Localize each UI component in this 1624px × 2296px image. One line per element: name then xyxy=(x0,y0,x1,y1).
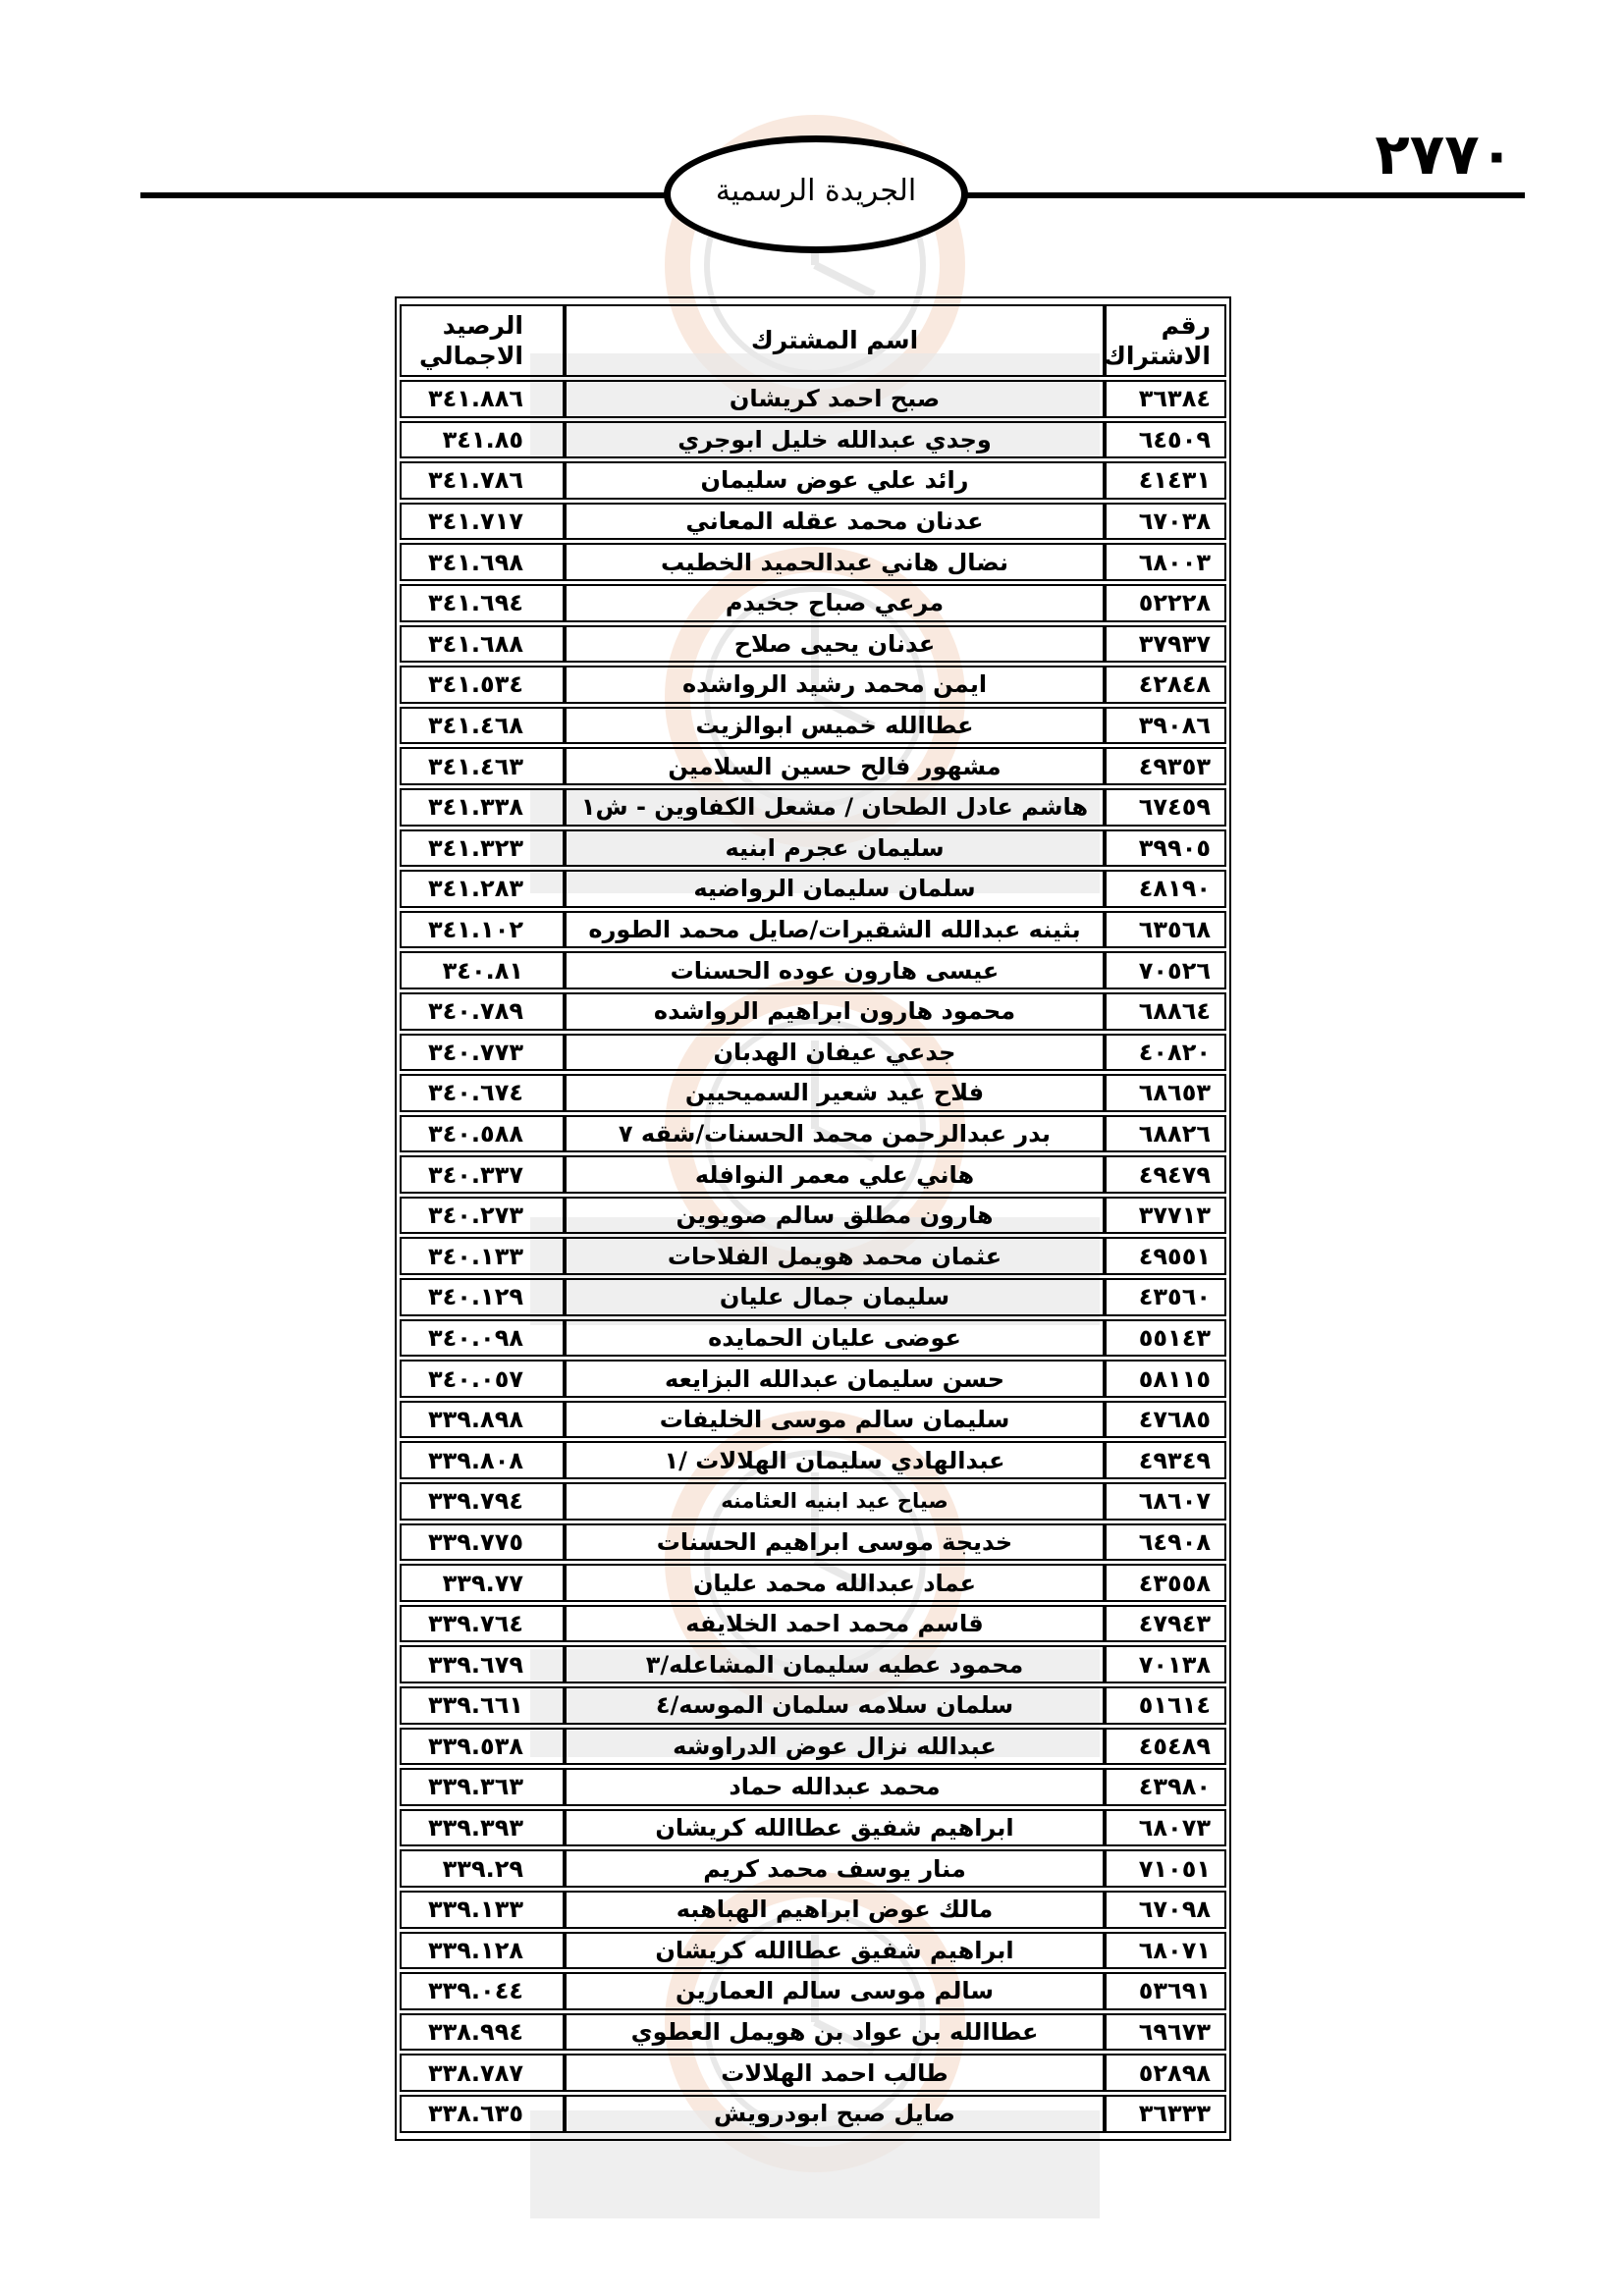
cell-subscriber-name: سالم موسى سالم العمارين xyxy=(565,1972,1105,2010)
cell-subscriber-name: عماد عبدالله محمد عليان xyxy=(565,1564,1105,1602)
table-row xyxy=(400,1401,1226,1439)
cell-total-balance: ٣٤٠.١٣٣ xyxy=(400,1237,565,1275)
table-row xyxy=(400,1564,1226,1602)
table-row xyxy=(400,421,1226,459)
cell-total-balance: ٣٣٩.٧٦٤ xyxy=(400,1605,565,1643)
cell-subscription-number: ٦٤٥٠٩ xyxy=(1105,421,1226,459)
header-total-balance: الرصيد الاجمالي xyxy=(400,304,565,377)
table-row xyxy=(400,2013,1226,2052)
cell-subscription-number: ٤٣٥٦٠ xyxy=(1105,1278,1226,1316)
cell-total-balance: ٣٤١.٨٨٦ xyxy=(400,380,565,418)
cell-total-balance: ٣٣٩.٨٠٨ xyxy=(400,1441,565,1479)
cell-subscriber-name: عيسى هارون عوده الحسنات xyxy=(565,951,1105,989)
cell-total-balance: ٣٤١.٥٣٤ xyxy=(400,666,565,704)
cell-subscriber-name: منار يوسف محمد كريم xyxy=(565,1849,1105,1888)
cell-subscription-number: ٤٧٩٤٣ xyxy=(1105,1605,1226,1643)
table-row xyxy=(400,1237,1226,1275)
table-row xyxy=(400,625,1226,664)
cell-subscription-number: ٦٩٦٧٣ xyxy=(1105,2013,1226,2052)
table-row xyxy=(400,788,1226,827)
cell-subscription-number: ٤٨١٩٠ xyxy=(1105,870,1226,908)
cell-subscriber-name: خديجة موسى ابراهيم الحسنات xyxy=(565,1523,1105,1562)
cell-subscriber-name: جدعي عيفان الهدبان xyxy=(565,1034,1105,1072)
cell-subscription-number: ٤٩٣٤٩ xyxy=(1105,1441,1226,1479)
cell-total-balance: ٣٣٨.٦٣٥ xyxy=(400,2095,565,2133)
cell-subscriber-name: فلاح عيد شعير السميحيين xyxy=(565,1074,1105,1112)
table-row xyxy=(400,1482,1226,1521)
cell-subscription-number: ٣٦٣٨٤ xyxy=(1105,380,1226,418)
cell-subscription-number: ٥٨١١٥ xyxy=(1105,1360,1226,1398)
cell-total-balance: ٣٤٠.٢٧٣ xyxy=(400,1197,565,1235)
table-row xyxy=(400,1891,1226,1929)
cell-subscription-number: ٦٣٥٦٨ xyxy=(1105,911,1226,949)
cell-subscriber-name: قاسم محمد احمد الخلايفه xyxy=(565,1605,1105,1643)
cell-subscription-number: ٦٧٠٩٨ xyxy=(1105,1891,1226,1929)
cell-subscription-number: ٤٣٩٨٠ xyxy=(1105,1768,1226,1806)
cell-total-balance: ٣٤٠.٨١ xyxy=(400,951,565,989)
cell-subscription-number: ٦٧٤٥٩ xyxy=(1105,788,1226,827)
cell-subscriber-name: ايمن محمد رشيد الرواشده xyxy=(565,666,1105,704)
cell-subscription-number: ٦٨٨٦٤ xyxy=(1105,992,1226,1031)
cell-subscriber-name: سليمان سالم موسى الخليفات xyxy=(565,1401,1105,1439)
page-number: ٢٧٧٠ xyxy=(1375,121,1514,187)
cell-subscriber-name: عطاالله بن عواد بن هويمل العطوي xyxy=(565,2013,1105,2052)
table-row xyxy=(400,747,1226,785)
table-row xyxy=(400,951,1226,989)
table-row xyxy=(400,1972,1226,2010)
cell-subscriber-name: ابراهيم شفيق عطاالله كريشان xyxy=(565,1932,1105,1970)
table-row xyxy=(400,1115,1226,1153)
cell-subscriber-name: عبدالله نزال عوض الدراوشه xyxy=(565,1728,1105,1766)
cell-subscriber-name: محمود هارون ابراهيم الرواشده xyxy=(565,992,1105,1031)
cell-subscriber-name: مرعي صباح جخيدم xyxy=(565,584,1105,622)
cell-subscription-number: ٤٥٤٨٩ xyxy=(1105,1728,1226,1766)
cell-total-balance: ٣٣٩.٧٩٤ xyxy=(400,1482,565,1521)
table-row xyxy=(400,1849,1226,1888)
cell-total-balance: ٣٤١.٧٨٦ xyxy=(400,461,565,500)
table-row xyxy=(400,1197,1226,1235)
cell-subscription-number: ٦٨٠٠٣ xyxy=(1105,543,1226,581)
cell-subscriber-name: سليمان عجرم ابنيه xyxy=(565,829,1105,868)
table-row xyxy=(400,380,1226,418)
cell-subscriber-name: صياح عيد ابنيه العثامنه xyxy=(565,1482,1105,1521)
table-row xyxy=(400,911,1226,949)
cell-subscriber-name: عوضى عليان الحمايده xyxy=(565,1319,1105,1358)
cell-total-balance: ٣٤٠.٣٣٧ xyxy=(400,1155,565,1194)
cell-total-balance: ٣٣٩.٨٩٨ xyxy=(400,1401,565,1439)
cell-subscription-number: ٣٦٣٣٣ xyxy=(1105,2095,1226,2133)
cell-total-balance: ٣٤٠.١٢٩ xyxy=(400,1278,565,1316)
cell-total-balance: ٣٣٩.٦٦١ xyxy=(400,1686,565,1725)
table-row xyxy=(400,870,1226,908)
table-row xyxy=(400,666,1226,704)
cell-subscriber-name: عدنان يحيى صلاح xyxy=(565,625,1105,664)
table-row xyxy=(400,1034,1226,1072)
cell-subscriber-name: بثينه عبدالله الشقيرات/صايل محمد الطوره xyxy=(565,911,1105,949)
cell-total-balance: ٣٣٩.٧٧٥ xyxy=(400,1523,565,1562)
cell-subscriber-name: هارون مطلق سالم صويوين xyxy=(565,1197,1105,1235)
cell-total-balance: ٣٤٠.٧٧٣ xyxy=(400,1034,565,1072)
cell-subscriber-name: عبدالهادي سليمان الهلالات /١ xyxy=(565,1441,1105,1479)
cell-total-balance: ٣٣٩.١٢٨ xyxy=(400,1932,565,1970)
cell-total-balance: ٣٤٠.٠٥٧ xyxy=(400,1360,565,1398)
table-row xyxy=(400,707,1226,745)
table-row xyxy=(400,1360,1226,1398)
cell-total-balance: ٣٤٠.٥٨٨ xyxy=(400,1115,565,1153)
cell-subscription-number: ٤٧٦٨٥ xyxy=(1105,1401,1226,1439)
cell-total-balance: ٣٤٠.٧٨٩ xyxy=(400,992,565,1031)
table-row xyxy=(400,1319,1226,1358)
cell-total-balance: ٣٤١.٦٨٨ xyxy=(400,625,565,664)
cell-subscriber-name: مالك عوض ابراهيم الهباهبه xyxy=(565,1891,1105,1929)
table-row xyxy=(400,1686,1226,1725)
cell-total-balance: ٣٤١.٢٨٣ xyxy=(400,870,565,908)
cell-subscriber-name: سلمان سليمان الرواضيه xyxy=(565,870,1105,908)
cell-subscription-number: ٤٩٥٥١ xyxy=(1105,1237,1226,1275)
cell-subscriber-name: طالب احمد الهلالات xyxy=(565,2054,1105,2092)
cell-subscriber-name: مشهور فالح حسين السلامين xyxy=(565,747,1105,785)
cell-subscription-number: ٣٩٩٠٥ xyxy=(1105,829,1226,868)
cell-subscription-number: ٦٨٦٥٣ xyxy=(1105,1074,1226,1112)
cell-total-balance: ٣٤١.٨٥ xyxy=(400,421,565,459)
cell-subscriber-name: صايل صبح ابودرويش xyxy=(565,2095,1105,2133)
cell-subscriber-name: هاشم عادل الطحان / مشعل الكفاوين - ش١ xyxy=(565,788,1105,827)
cell-total-balance: ٣٤١.٤٦٣ xyxy=(400,747,565,785)
cell-subscription-number: ٣٧٧١٣ xyxy=(1105,1197,1226,1235)
cell-total-balance: ٣٣٩.٠٤٤ xyxy=(400,1972,565,2010)
cell-subscriber-name: عطاالله خميس ابوالزيت xyxy=(565,707,1105,745)
table-row xyxy=(400,2054,1226,2092)
table-row xyxy=(400,1605,1226,1643)
cell-total-balance: ٣٣٩.٣٦٣ xyxy=(400,1768,565,1806)
cell-total-balance: ٣٤٠.٦٧٤ xyxy=(400,1074,565,1112)
cell-subscriber-name: رائد علي عوض سليمان xyxy=(565,461,1105,500)
cell-subscription-number: ٤٠٨٢٠ xyxy=(1105,1034,1226,1072)
cell-subscription-number: ٦٤٩٠٨ xyxy=(1105,1523,1226,1562)
header-subscriber-name: اسم المشترك xyxy=(565,304,1105,377)
cell-total-balance: ٣٣٩.٧٧ xyxy=(400,1564,565,1602)
cell-subscriber-name: عدنان محمد عقله المعاني xyxy=(565,503,1105,541)
header-subscription-number: رقم الاشتراك xyxy=(1105,304,1226,377)
cell-subscription-number: ٦٨٦٠٧ xyxy=(1105,1482,1226,1521)
table-row xyxy=(400,543,1226,581)
cell-total-balance: ٣٣٩.٢٩ xyxy=(400,1849,565,1888)
table-row xyxy=(400,503,1226,541)
cell-total-balance: ٣٣٩.١٣٣ xyxy=(400,1891,565,1929)
cell-subscriber-name: محمود عطيه سليمان المشاعله/٣ xyxy=(565,1645,1105,1683)
table-row xyxy=(400,2095,1226,2133)
cell-subscription-number: ٣٧٩٣٧ xyxy=(1105,625,1226,664)
table-row xyxy=(400,584,1226,622)
cell-subscription-number: ٤٩٣٥٣ xyxy=(1105,747,1226,785)
table-body xyxy=(400,380,1226,2133)
table-row xyxy=(400,1809,1226,1847)
table-row xyxy=(400,1278,1226,1316)
cell-total-balance: ٣٤١.٧١٧ xyxy=(400,503,565,541)
cell-subscriber-name: سليمان جمال عليان xyxy=(565,1278,1105,1316)
cell-total-balance: ٣٣٩.٥٣٨ xyxy=(400,1728,565,1766)
cell-subscription-number: ٥٢٨٩٨ xyxy=(1105,2054,1226,2092)
subscribers-table xyxy=(400,301,1226,2136)
cell-subscriber-name: بدر عبدالرحمن محمد الحسنات/شقه ٧ xyxy=(565,1115,1105,1153)
publication-title: الجريدة الرسمية xyxy=(715,173,917,208)
cell-total-balance: ٣٣٩.٦٧٩ xyxy=(400,1645,565,1683)
cell-subscription-number: ٤٣٥٥٨ xyxy=(1105,1564,1226,1602)
cell-subscriber-name: نضال هاني عبدالحميد الخطيب xyxy=(565,543,1105,581)
cell-subscriber-name: صبح احمد كريشان xyxy=(565,380,1105,418)
table-header-row xyxy=(400,304,1226,377)
cell-subscriber-name: وجدي عبدالله خليل ابوجري xyxy=(565,421,1105,459)
cell-total-balance: ٣٤٠.٠٩٨ xyxy=(400,1319,565,1358)
cell-total-balance: ٣٤١.٣٢٣ xyxy=(400,829,565,868)
cell-subscriber-name: هاني علي معمر النوافله xyxy=(565,1155,1105,1194)
cell-subscription-number: ٥٣٦٩١ xyxy=(1105,1972,1226,2010)
table-row xyxy=(400,992,1226,1031)
table-row xyxy=(400,1728,1226,1766)
cell-subscription-number: ٥٢٢٢٨ xyxy=(1105,584,1226,622)
cell-subscription-number: ٦٧٠٣٨ xyxy=(1105,503,1226,541)
cell-subscription-number: ٧١٠٥١ xyxy=(1105,1849,1226,1888)
cell-subscription-number: ٧٠١٣٨ xyxy=(1105,1645,1226,1683)
cell-subscriber-name: محمد عبدالله حماد xyxy=(565,1768,1105,1806)
cell-total-balance: ٣٣٨.٧٨٧ xyxy=(400,2054,565,2092)
cell-subscriber-name: حسن سليمان عبدالله البزايعه xyxy=(565,1360,1105,1398)
cell-total-balance: ٣٣٩.٣٩٣ xyxy=(400,1809,565,1847)
cell-total-balance: ٣٤١.٤٦٨ xyxy=(400,707,565,745)
cell-total-balance: ٣٤١.٦٩٨ xyxy=(400,543,565,581)
cell-subscription-number: ٦٨٨٢٦ xyxy=(1105,1115,1226,1153)
table-row xyxy=(400,1645,1226,1683)
cell-subscription-number: ٤١٤٣١ xyxy=(1105,461,1226,500)
cell-subscription-number: ٤٩٤٧٩ xyxy=(1105,1155,1226,1194)
cell-subscription-number: ٦٨٠٧١ xyxy=(1105,1932,1226,1970)
cell-subscription-number: ٦٨٠٧٣ xyxy=(1105,1809,1226,1847)
table-row xyxy=(400,1932,1226,1970)
cell-subscription-number: ٥٥١٤٣ xyxy=(1105,1319,1226,1358)
cell-subscriber-name: سلمان سلامه سلمان الموسه/٤ xyxy=(565,1686,1105,1725)
cell-total-balance: ٣٤١.١٠٢ xyxy=(400,911,565,949)
cell-subscription-number: ٤٢٨٤٨ xyxy=(1105,666,1226,704)
publication-title-oval xyxy=(664,135,968,253)
table-row xyxy=(400,1768,1226,1806)
cell-subscriber-name: ابراهيم شفيق عطاالله كريشان xyxy=(565,1809,1105,1847)
table-row xyxy=(400,1441,1226,1479)
cell-subscription-number: ٥١٦١٤ xyxy=(1105,1686,1226,1725)
cell-total-balance: ٣٤١.٣٣٨ xyxy=(400,788,565,827)
table-row xyxy=(400,1155,1226,1194)
table-row xyxy=(400,1074,1226,1112)
cell-total-balance: ٣٣٨.٩٩٤ xyxy=(400,2013,565,2052)
table-row xyxy=(400,829,1226,868)
cell-subscription-number: ٣٩٠٨٦ xyxy=(1105,707,1226,745)
cell-subscriber-name: عثمان محمد هويمل الفلاحات xyxy=(565,1237,1105,1275)
table-row xyxy=(400,1523,1226,1562)
subscribers-table-frame xyxy=(395,296,1231,2141)
table-row xyxy=(400,461,1226,500)
cell-subscription-number: ٧٠٥٢٦ xyxy=(1105,951,1226,989)
cell-total-balance: ٣٤١.٦٩٤ xyxy=(400,584,565,622)
